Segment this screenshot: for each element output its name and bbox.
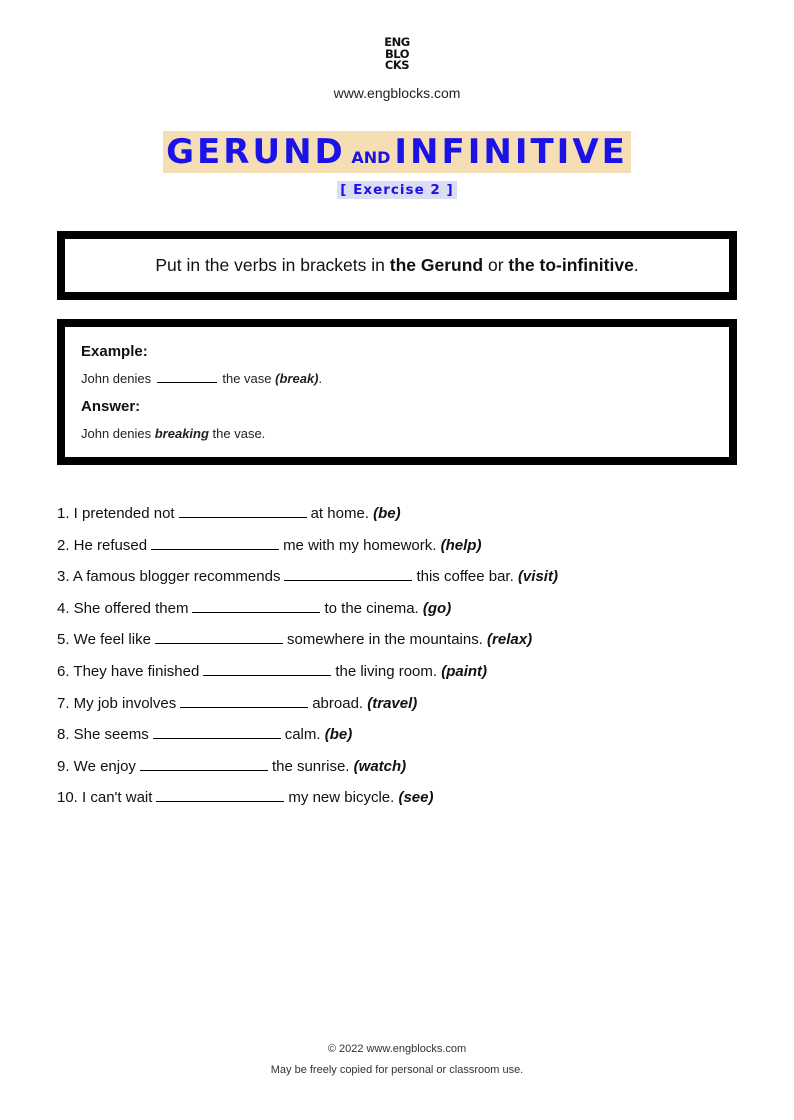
question-text: 3. A famous blogger recommends [57, 568, 281, 586]
title-part-1: GERUND [166, 132, 346, 172]
logo-line-1: ENG [384, 35, 410, 49]
question-text-after: this coffee bar. [416, 568, 514, 586]
question-text: 5. We feel like [57, 631, 151, 649]
title-connector: AND [351, 148, 391, 167]
question-item [57, 597, 757, 629]
answer-sentence [81, 426, 729, 446]
logo-line-2: BLO [385, 46, 409, 61]
answer-blank[interactable] [156, 787, 284, 802]
example-blank [157, 372, 217, 383]
verb-hint: (watch) [353, 757, 407, 775]
question-list [57, 502, 757, 818]
answer-blank[interactable] [140, 756, 268, 771]
question-text-after: calm. [284, 726, 321, 744]
footer-copyright: © 2022 www.engblocks.com [327, 1043, 467, 1055]
engblocks-logo [0, 37, 794, 72]
answer-blank[interactable] [179, 503, 307, 518]
question-text-after: the sunrise. [271, 757, 350, 775]
question-item [57, 628, 757, 660]
logo-line-3: CKS [384, 58, 410, 72]
verb-hint: (relax) [487, 631, 533, 649]
footer-license: May be freely copied for personal or classroom use. [270, 1064, 524, 1076]
question-text-after: the living room. [335, 662, 438, 680]
verb-hint: (be) [373, 505, 401, 522]
question-item [57, 692, 757, 724]
question-text: 8. She seems [57, 726, 149, 744]
exercise-label: [ Exercise 2 ] [337, 181, 456, 199]
title-part-2: INFINITIVE [394, 132, 628, 172]
question-text: 7. My job involves [57, 694, 177, 712]
example-end: . [318, 371, 323, 386]
answer-blank[interactable] [203, 661, 331, 676]
question-text-after: my new bicycle. [288, 789, 395, 807]
question-text-after: at home. [310, 505, 369, 522]
question-text: 9. We enjoy [57, 757, 136, 775]
instruction-box [57, 231, 737, 300]
question-text: 10. I can't wait [57, 789, 153, 807]
verb-hint: (visit) [517, 568, 558, 586]
answer-post: the vase. [208, 426, 266, 441]
question-item [57, 660, 757, 692]
question-text: 2. He refused [57, 536, 148, 554]
instruction-gerund: the Gerund [389, 255, 484, 275]
verb-hint: (see) [398, 789, 434, 807]
answer-blank[interactable] [155, 629, 283, 644]
question-item [57, 502, 757, 534]
question-text: 1. I pretended not [57, 505, 175, 522]
verb-hint: (paint) [441, 662, 488, 680]
example-hint: (break) [275, 371, 319, 386]
answer-heading: Answer: [81, 398, 141, 415]
question-text: 6. They have finished [57, 662, 200, 680]
instruction-post: . [633, 255, 639, 275]
exercise-label-wrap [0, 179, 794, 199]
question-text-after: somewhere in the mountains. [286, 631, 483, 649]
title-highlight [163, 131, 631, 173]
answer-blank[interactable] [284, 566, 412, 581]
instruction-infinitive: the to-infinitive [508, 255, 634, 275]
example-sentence [81, 371, 729, 391]
question-item [57, 534, 757, 566]
question-text-after: abroad. [312, 694, 364, 712]
verb-hint: (go) [422, 599, 452, 617]
page-title [0, 131, 794, 173]
question-item [57, 723, 757, 755]
question-item [57, 755, 757, 787]
verb-hint: (help) [440, 536, 482, 554]
verb-hint: (be) [324, 726, 353, 744]
site-url[interactable]: www.engblocks.com [333, 85, 461, 101]
instruction-pre: Put in the verbs in brackets in [155, 255, 390, 275]
answer-blank[interactable] [153, 724, 281, 739]
example-heading: Example: [81, 343, 148, 360]
instruction-text [155, 255, 638, 276]
example-box [57, 319, 737, 465]
answer-word: breaking [154, 426, 209, 441]
question-item [57, 786, 757, 818]
example-pre: John denies [81, 371, 152, 386]
instruction-mid: or [483, 255, 509, 275]
question-text-after: me with my homework. [283, 536, 437, 554]
question-text-after: to the cinema. [324, 599, 419, 617]
answer-blank[interactable] [151, 535, 279, 550]
question-text: 4. She offered them [57, 599, 189, 617]
example-post: the vase [222, 371, 272, 386]
answer-blank[interactable] [192, 598, 320, 613]
answer-blank[interactable] [180, 693, 308, 708]
question-item [57, 565, 757, 597]
answer-pre: John denies [81, 426, 155, 441]
verb-hint: (travel) [367, 694, 418, 712]
